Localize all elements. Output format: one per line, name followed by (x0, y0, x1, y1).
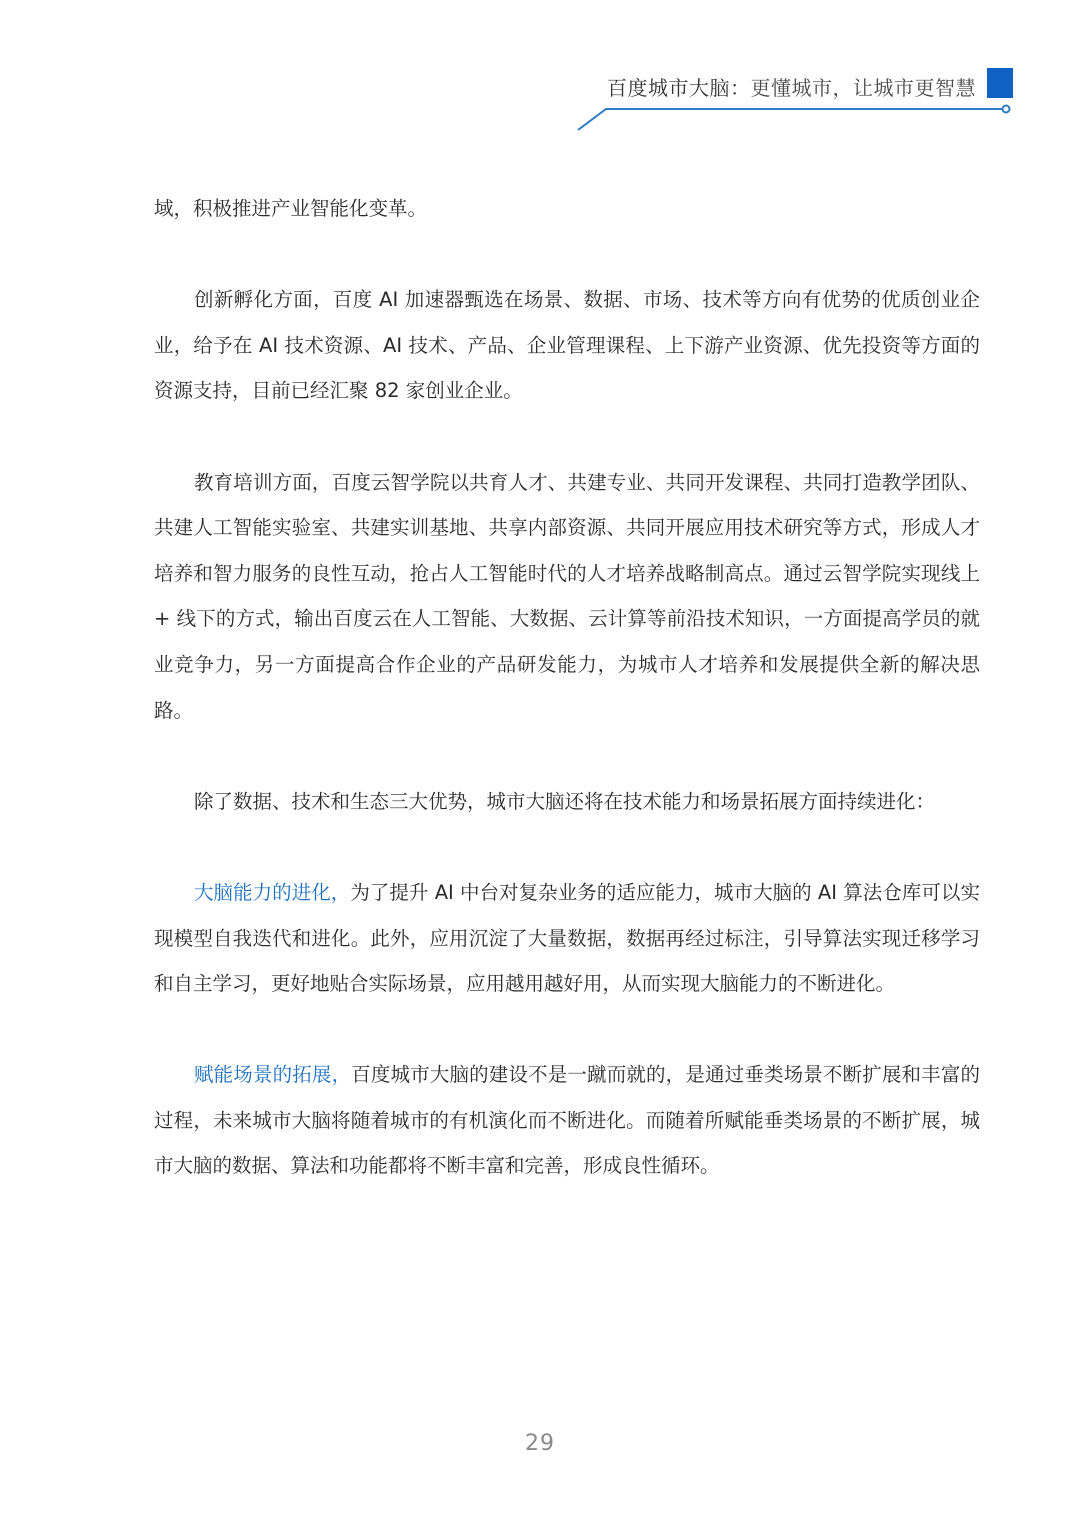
highlight-scenario-expansion: 赋能场景的拓展， (194, 1063, 352, 1087)
brain-evolution-body: 为了提升 AI 中台对复杂业务的适应能力，城市大脑的 AI 算法仓库可以实现模型自我迭代和进化。此外，应用沉淀了大量数据，数据再经过标注，引导算法实现迁移学习和自主学习，更好地贴合实际场景，应用越用越好用，从而实现大脑能力的不断进化。 (154, 880, 980, 996)
paragraph-scenario-expansion (154, 1052, 980, 1189)
header-rule-line (578, 109, 1003, 130)
paragraph-education-training: 教育培训方面，百度云智学院以共育人才、共建专业、共同开发课程、共同打造教学团队、共建人工智能实验室、共建实训基地、共享内部资源、共同开展应用技术研究等方式，形成人才培养和智力服务的良性互动，抢占人工智能时代的人才培养战略制高点。通过云智学院实现线上 + 线下的方式，输出百度云在人工智能、大数据、云计算等前沿技术知识，一方面提高学员的就业竞争力，另一方面提高合作企业的产品研发能力，为城市人才培养和发展提供全新的解决思路。 (154, 470, 980, 722)
paragraph-continuation: 域，积极推进产业智能化变革。 (154, 197, 428, 220)
header-rule-end-dot (1003, 106, 1010, 113)
header-rule (0, 0, 1080, 140)
paragraph-brain-evolution (154, 870, 980, 1007)
scenario-expansion-body: 百度城市大脑的建设不是一蹴而就的，是通过垂类场景不断扩展和丰富的过程，未来城市大脑将随着城市的有机演化而不断进化。而随着所赋能垂类场景的不断扩展，城市大脑的数据、算法和功能都将不断丰富和完善，形成良性循环。 (154, 1063, 980, 1178)
page-header (0, 0, 1080, 140)
paragraph-innovation-incubation: 创新孵化方面，百度 AI 加速器甄选在场景、数据、市场、技术等方向有优势的优质创业企业，给予在 AI 技术资源、AI 技术、产品、企业管理课程、上下游产业资源、优先投资等方面的资源支持，目前已经汇聚 82 家创业企业。 (154, 288, 980, 403)
body-text (154, 186, 980, 1189)
paragraph-advantages-intro: 除了数据、技术和生态三大优势，城市大脑还将在技术能力和场景拓展方面持续进化： (194, 789, 936, 813)
highlight-brain-evolution: 大脑能力的进化， (194, 880, 351, 904)
header-title-main: 百度城市大脑： (607, 76, 751, 100)
header-title-sub: 更懂城市，让城市更智慧 (750, 76, 976, 100)
page-number: 29 (525, 1431, 555, 1456)
